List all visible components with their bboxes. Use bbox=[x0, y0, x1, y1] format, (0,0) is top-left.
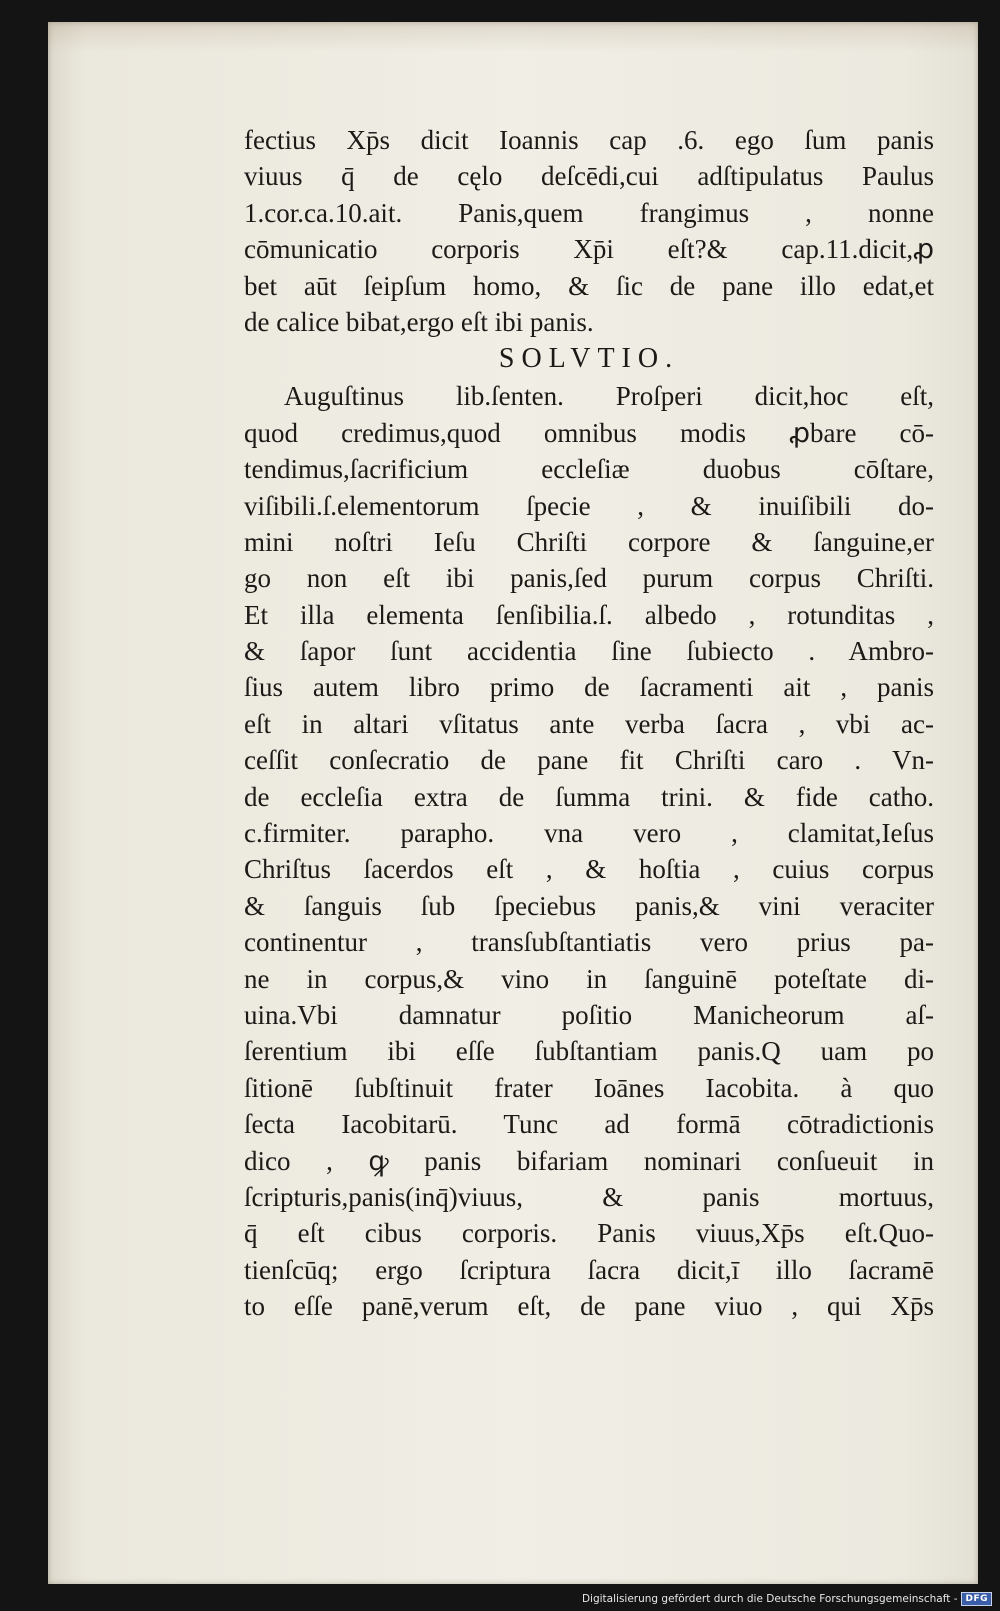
text-line: cōmunicatio corporis Xp̄i eſt?& cap.11.dicit,ꝓ bbox=[244, 234, 934, 265]
text-block bbox=[244, 122, 934, 1325]
footer-credit-text: Digitalisierung gefördert durch die Deutsche Forschungsgemeinschaft - bbox=[581, 1593, 958, 1605]
text-line: eſt in altari vſitatus ante verba ſacra , vbi ac- bbox=[244, 708, 934, 739]
text-line: to eſſe panē,verum eſt, de pane viuo , qui Xp̄s bbox=[244, 1291, 934, 1322]
dfg-logo[interactable]: DFG bbox=[961, 1592, 992, 1606]
text-line: c.firmiter. parapho. vna vero , clamitat,Ieſus bbox=[244, 818, 934, 849]
text-line: de calice bibat,ergo eſt ibi panis. bbox=[244, 306, 594, 337]
text-line: tienſcūq; ergo ſcriptura ſacra dicit,ī illo ſacramē bbox=[244, 1254, 934, 1285]
text-line: continentur , transſubſtantiatis vero prius pa- bbox=[244, 927, 934, 958]
text-line: q̄ eſt cibus corporis. Panis viuus,Xp̄s eſt.Quo- bbox=[244, 1218, 934, 1249]
footer-credit bbox=[582, 1589, 992, 1609]
text-line: dico , ꝙ panis bifariam nominari conſueuit in bbox=[244, 1145, 934, 1176]
text-line: ſerentium ibi eſſe ſubſtantiam panis.Q uam po bbox=[244, 1036, 934, 1067]
text-line: Et illa elementa ſenſibilia.ſ. albedo , rotunditas , bbox=[244, 599, 934, 630]
text-line: Chriſtus ſacerdos eſt , & hoſtia , cuius corpus bbox=[244, 854, 934, 885]
page-stain bbox=[48, 22, 978, 52]
text-line: ſitionē ſubſtinuit frater Ioānes Iacobita. à quo bbox=[244, 1072, 934, 1103]
text-line: viſibili.ſ.elementorum ſpecie , & inuiſibili do- bbox=[244, 490, 934, 521]
text-line: ſius autem libro primo de ſacramenti ait , panis bbox=[244, 672, 934, 703]
text-line: 1.cor.ca.10.ait. Panis,quem frangimus , nonne bbox=[244, 197, 934, 228]
text-line: ſcripturis,panis(inq̄)viuus, & panis mortuus, bbox=[244, 1181, 934, 1212]
text-line: de eccleſia extra de ſumma trini. & fide catho. bbox=[244, 781, 934, 812]
text-line: & ſanguis ſub ſpeciebus panis,& vini veraciter bbox=[244, 890, 934, 921]
text-line: Auguſtinus lib.ſenten. Proſperi dicit,hoc eſt, bbox=[284, 381, 934, 412]
text-line: fectius Xp̄s dicit Ioannis cap .6. ego ſum panis bbox=[244, 125, 934, 155]
section-heading: SOLVTIO. bbox=[498, 343, 680, 375]
book-page bbox=[48, 22, 978, 1584]
text-line: tendimus,ſacrificium eccleſiæ duobus cōſtare, bbox=[244, 454, 934, 485]
text-line: mini noſtri Ieſu Chriſti corpore & ſanguine,er bbox=[244, 526, 934, 557]
text-line: uina.Vbi damnatur poſitio Manicheorum aſ- bbox=[244, 999, 934, 1030]
text-line: & ſapor ſunt accidentia ſine ſubiecto . Ambro- bbox=[244, 636, 934, 667]
text-line: quod credimus,quod omnibus modis ꝓbare cō- bbox=[244, 417, 934, 448]
text-line: ſecta Iacobitarū. Tunc ad formā cōtradictionis bbox=[244, 1109, 934, 1140]
text-line: bet aūt ſeipſum homo, & ſic de pane illo edat,et bbox=[244, 270, 934, 301]
text-line: viuus q̄ de cęlo deſcēdi,cui adſtipulatus Paulus bbox=[244, 161, 934, 192]
text-line: ne in corpus,& vino in ſanguinē poteſtate di- bbox=[244, 963, 934, 994]
text-line: go non eſt ibi panis,ſed purum corpus Chriſti. bbox=[244, 563, 934, 594]
text-line: ceſſit conſecratio de pane fit Chriſti caro . Vn- bbox=[244, 745, 934, 776]
